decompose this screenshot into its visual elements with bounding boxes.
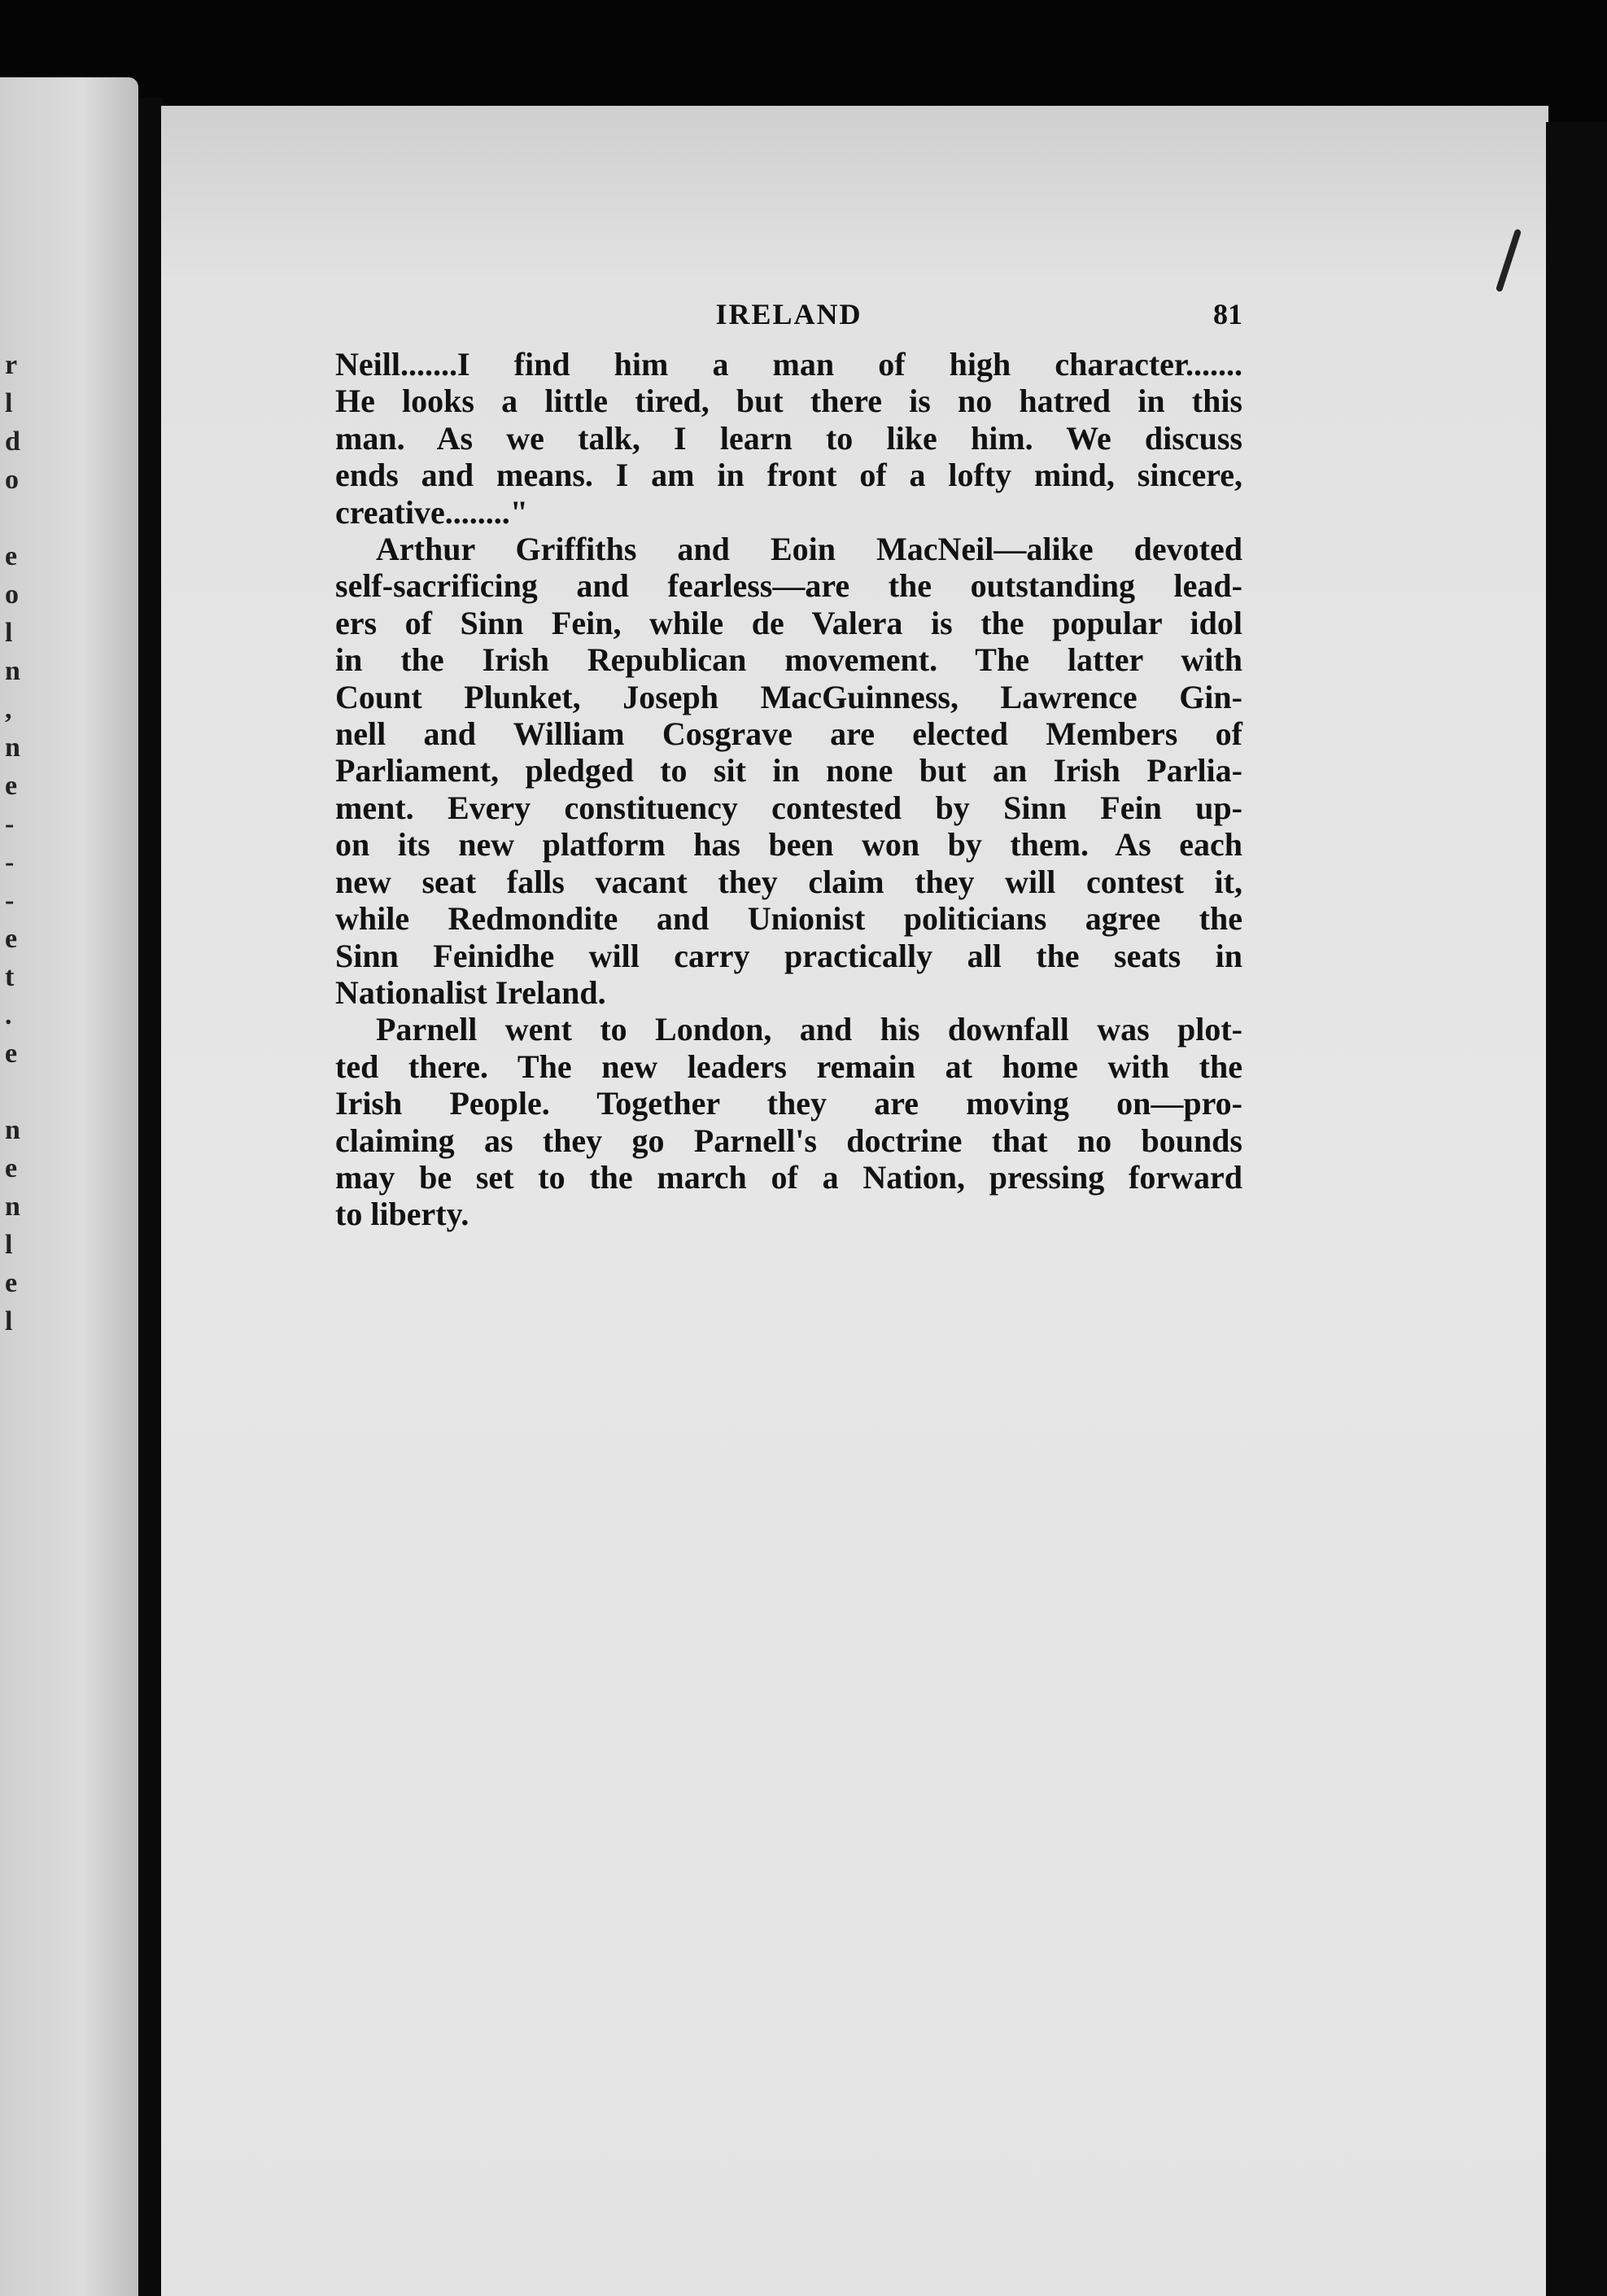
margin-fragment: e: [5, 541, 18, 571]
margin-fragment: e: [5, 1039, 18, 1069]
text-line: in the Irish Republican movement. The latter with: [335, 641, 1242, 679]
facing-page-text-fragments: [5, 346, 29, 1340]
text-line: Nationalist Ireland.: [335, 973, 606, 1011]
text-line: Arthur Griffiths and Eoin MacNeil—alike devoted: [376, 531, 1242, 568]
margin-fragment: e: [5, 924, 18, 954]
text-line: Irish People. Together they are moving on—pro-: [335, 1085, 1242, 1122]
margin-fragment: n: [5, 1192, 20, 1222]
text-line: to liberty.: [335, 1196, 469, 1233]
text-line: nell and William Cosgrave are elected Members of: [335, 715, 1242, 753]
text-line: while Redmondite and Unionist politicians agree the: [335, 900, 1242, 938]
text-line: ends and means. I am in front of a lofty mind, sincere,: [335, 457, 1242, 494]
margin-fragment: l: [5, 1306, 13, 1336]
margin-fragment: o: [5, 579, 19, 610]
text-line: may be set to the march of a Nation, pressing forward: [335, 1158, 1242, 1196]
text-line: Parliament, pledged to sit in none but an Irish Parlia-: [335, 752, 1242, 789]
margin-fragment: e: [5, 1153, 18, 1183]
text-line: ted there. The new leaders remain at home with the: [335, 1047, 1242, 1085]
margin-fragment: .: [5, 1000, 12, 1030]
running-head: [335, 297, 1242, 338]
margin-fragment: l: [5, 618, 13, 648]
margin-fragment: n: [5, 733, 20, 763]
running-head-title: IRELAND: [715, 298, 862, 330]
margin-fragment: n: [5, 1115, 20, 1145]
text-line: ment. Every constituency contested by Sinn Fein up-: [335, 789, 1242, 826]
margin-fragment: -: [5, 809, 15, 839]
text-line: Neill.......I find him a man of high character.......: [335, 346, 1242, 383]
text-line: on its new platform has been won by them. As each: [335, 826, 1242, 864]
text-line: creative........": [335, 493, 528, 531]
text-line: Sinn Feinidhe will carry practically all the seats in: [335, 937, 1242, 974]
margin-fragment: e: [5, 771, 18, 801]
margin-fragment: d: [5, 426, 20, 457]
text-line: ers of Sinn Fein, while de Valera is the popular idol: [335, 604, 1242, 641]
paragraph: [335, 531, 1242, 1011]
margin-fragment: [5, 1073, 29, 1111]
margin-fragment: e: [5, 1268, 18, 1298]
book-gutter: [138, 98, 163, 2296]
margin-fragment: [5, 499, 29, 537]
text-line: Parnell went to London, and his downfall was plot-: [376, 1011, 1242, 1048]
margin-fragment: r: [5, 350, 18, 380]
margin-fragment: ,: [5, 694, 12, 724]
text-line: Count Plunket, Joseph MacGuinness, Lawrence Gin-: [335, 678, 1242, 715]
body-text: [335, 346, 1242, 1233]
page-number: 81: [1213, 298, 1242, 330]
margin-fragment: l: [5, 388, 13, 418]
margin-fragment: -: [5, 886, 15, 916]
margin-fragment: n: [5, 656, 20, 686]
margin-fragment: -: [5, 847, 15, 877]
page-edge-shadow: [1546, 122, 1607, 2296]
text-line: man. As we talk, I learn to like him. We discuss: [335, 419, 1242, 457]
text-line: He looks a little tired, but there is no hatred in this: [335, 383, 1242, 420]
margin-fragment: o: [5, 465, 19, 495]
paragraph: [335, 346, 1242, 531]
facing-page-edge: [0, 77, 138, 2296]
text-line: new seat falls vacant they claim they will contest it,: [335, 863, 1242, 900]
text-line: self-sacrificing and fearless—are the outstanding lead-: [335, 567, 1242, 605]
paragraph: [335, 1011, 1242, 1232]
margin-fragment: l: [5, 1230, 13, 1260]
margin-fragment: t: [5, 962, 15, 992]
text-line: claiming as they go Parnell's doctrine that no bounds: [335, 1122, 1242, 1159]
